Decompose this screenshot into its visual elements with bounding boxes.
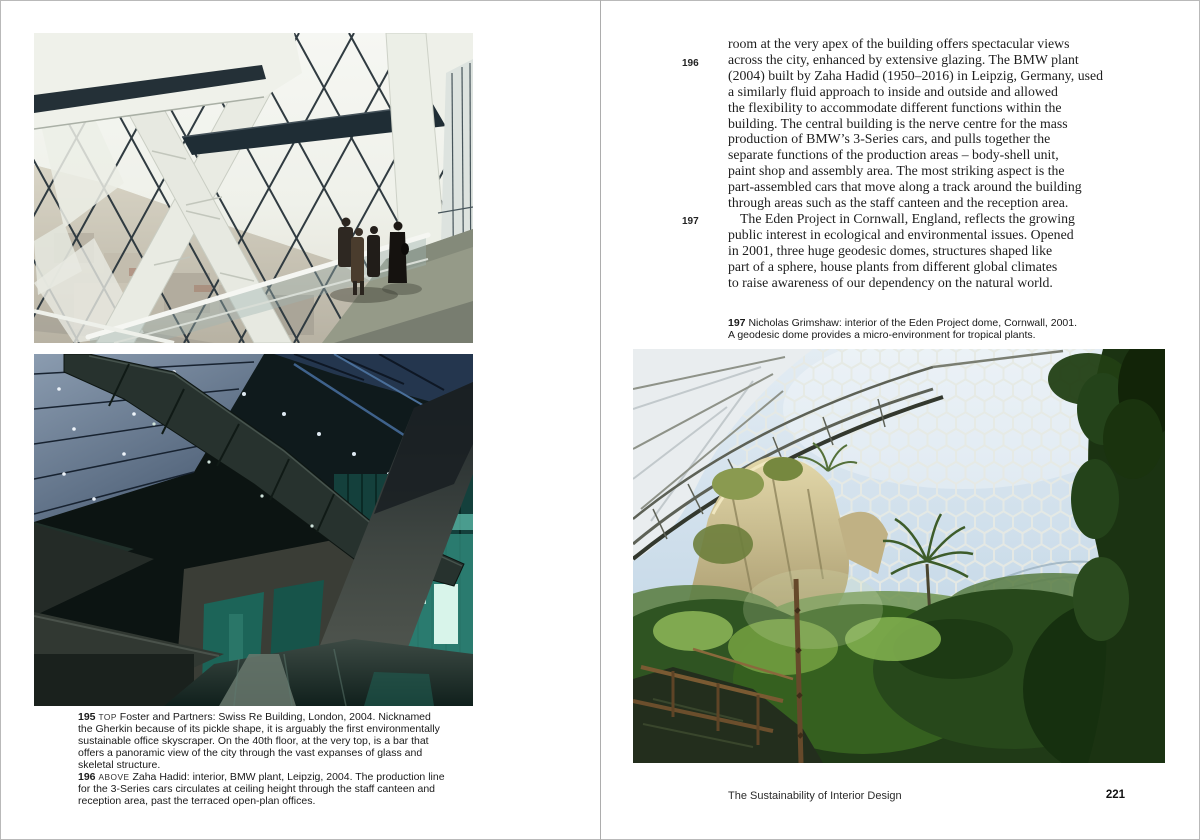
caption-197: [728, 317, 1138, 341]
caption-line: sustainable office skyscraper. On the 40th floor, at the very top, is a bar that: [78, 735, 429, 747]
caption-line: [728, 317, 1138, 329]
photo-eden-project-dome: [633, 349, 1165, 763]
caption-text: Nicholas Grimshaw: interior of the Eden Project dome, Cornwall, 2001.: [748, 317, 1078, 329]
body-line: public interest in ecological and environmental issues. Opened: [728, 226, 1074, 242]
caption-line: A geodesic dome provides a micro-environment for tropical plants.: [728, 329, 1036, 341]
body-line: across the city, enhanced by extensive glazing. The BMW plant: [728, 51, 1079, 67]
body-line: paint shop and assembly area. The most striking aspect is the: [728, 163, 1065, 179]
body-line: part of a sphere, house plants from different global climates: [728, 258, 1058, 274]
body-line: production of BMW’s 3-Series cars, and pulls together the: [728, 131, 1051, 147]
caption-line: for the 3-Series cars circulates at ceiling height through the staff canteen and: [78, 783, 436, 795]
margin-figure-197: 197: [682, 216, 699, 227]
body-line: a similarly fluid approach to inside and outside and allowed: [728, 83, 1058, 99]
body-line: through areas such as the staff canteen and the reception area.: [728, 195, 1069, 211]
body-line: to raise awareness of our dependency on the natural world.: [728, 274, 1053, 290]
caption-line: [78, 771, 460, 783]
caption-line: offers a panoramic view of the city through the vast expanses of glass and: [78, 747, 423, 759]
figure-number: 197: [728, 317, 746, 329]
caption-line: reception area, past the terraced open-plan offices.: [78, 795, 316, 807]
caption-line: [78, 711, 460, 723]
figure-number: 196: [78, 771, 96, 783]
footer-running-title: The Sustainability of Interior Design: [728, 790, 902, 802]
margin-figure-196: 196: [682, 58, 699, 69]
caption-line: skeletal structure.: [78, 759, 161, 771]
caption-line: the Gherkin because of its pickle shape, it is arguably the first environmentally: [78, 723, 440, 735]
caption-text: Foster and Partners: Swiss Re Building, London, 2004. Nicknamed: [119, 711, 431, 723]
body-line: part-assembled cars that move along a track around the building: [728, 179, 1082, 195]
caption-text: Zaha Hadid: interior, BMW plant, Leipzig, 2004. The production line: [132, 771, 445, 783]
body-line: separate functions of the production areas – body-shell unit,: [728, 147, 1059, 163]
body-line: the flexibility to accommodate different functions within the: [728, 99, 1062, 115]
photo-swiss-re-interior: [34, 33, 473, 343]
figure-number: 195: [78, 711, 96, 723]
body-line: (2004) built by Zaha Hadid (1950–2016) in Leipzig, Germany, used: [728, 67, 1103, 83]
body-text: [728, 36, 1128, 291]
left-page-captions: [78, 711, 460, 807]
position-label: TOP: [98, 712, 117, 722]
body-line: building. The central building is the nerve centre for the mass: [728, 115, 1068, 131]
position-label: ABOVE: [98, 772, 130, 782]
page-gutter-rule: [600, 0, 601, 840]
body-line: in 2001, three huge geodesic domes, structures shaped like: [728, 242, 1053, 258]
photo-bmw-plant-interior: [34, 354, 473, 706]
page-number: 221: [1105, 789, 1125, 801]
body-line: The Eden Project in Cornwall, England, reflects the growing: [740, 210, 1075, 226]
body-line: room at the very apex of the building offers spectacular views: [728, 36, 1070, 51]
